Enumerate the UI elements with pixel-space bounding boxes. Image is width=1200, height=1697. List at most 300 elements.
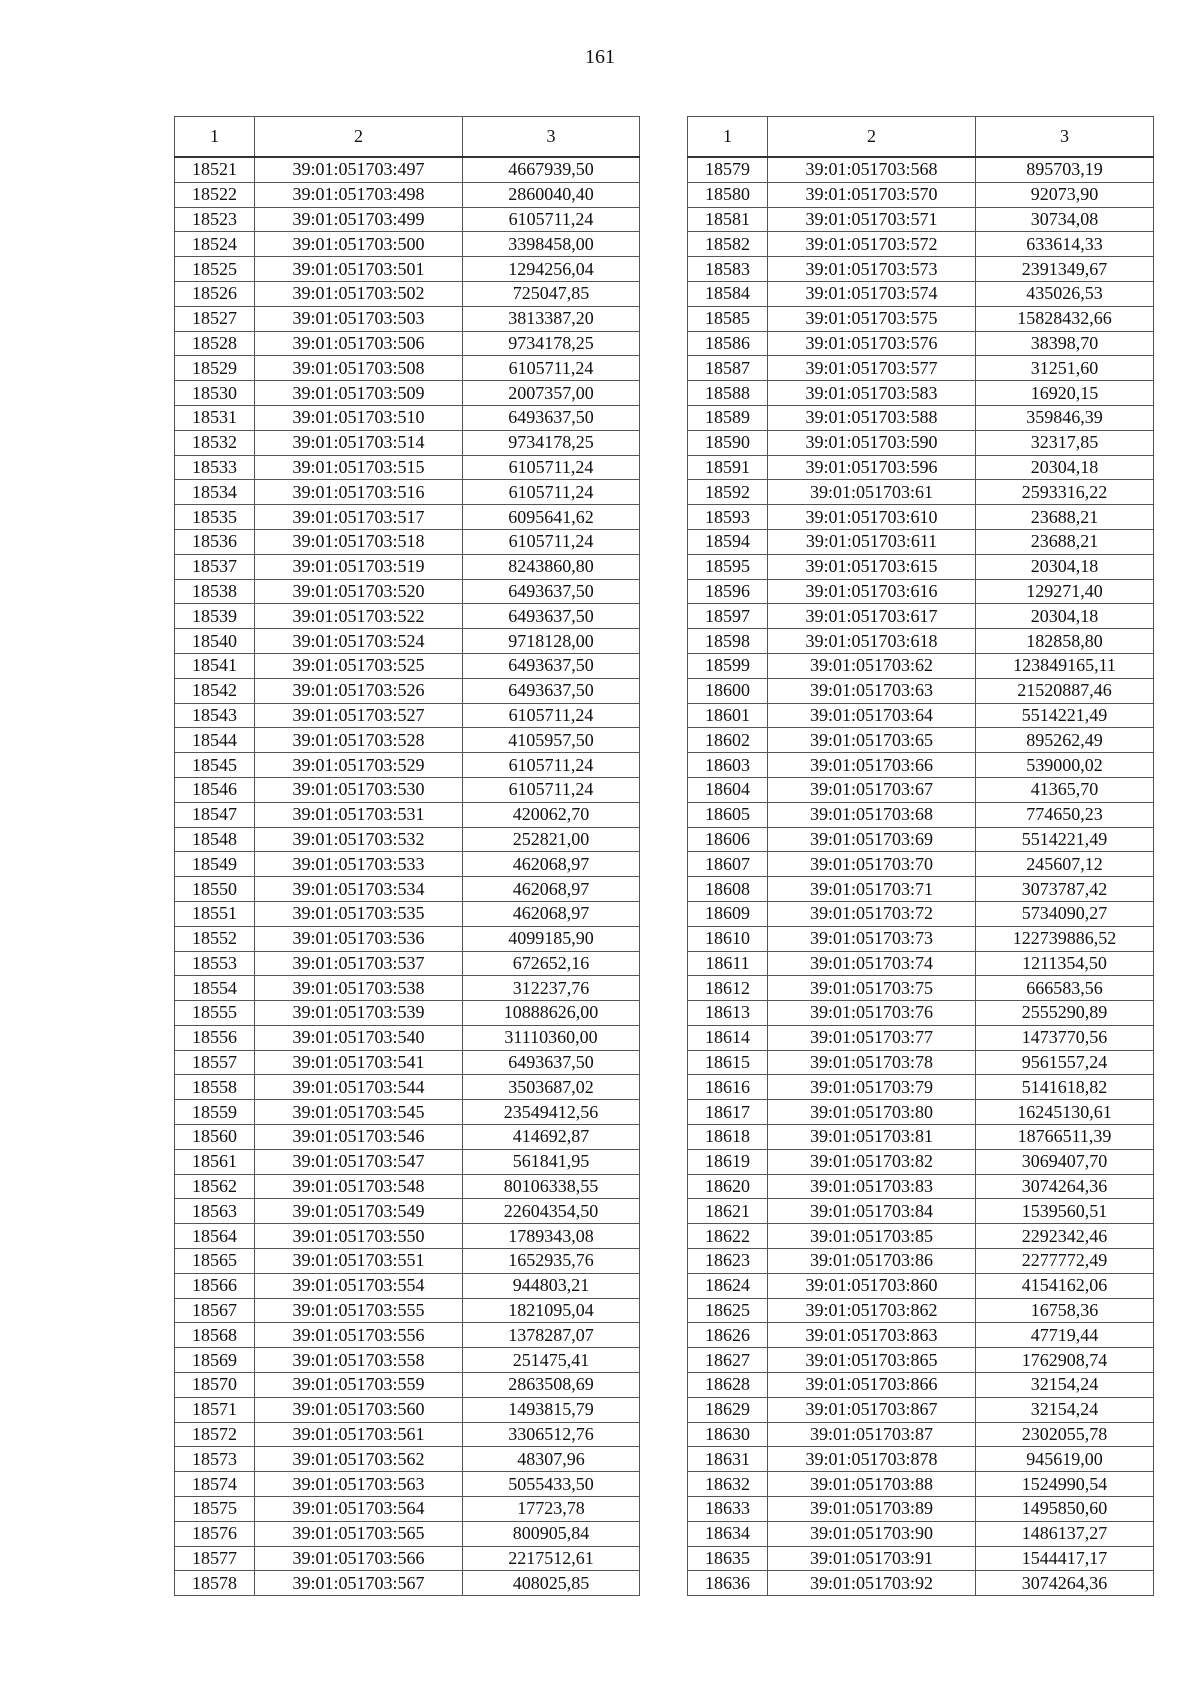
cell-cadastral-number: 39:01:051703:565 — [255, 1521, 463, 1546]
table-row — [688, 381, 1154, 406]
cell-number: 18611 — [688, 951, 768, 976]
cell-number: 18587 — [688, 356, 768, 381]
cell-number: 18524 — [175, 232, 255, 257]
cell-cadastral-number: 39:01:051703:570 — [768, 182, 976, 207]
column-header-number: 1 — [175, 117, 255, 158]
cell-number: 18546 — [175, 777, 255, 802]
cell-cadastral-number: 39:01:051703:84 — [768, 1199, 976, 1224]
cell-number: 18562 — [175, 1174, 255, 1199]
cell-number: 18577 — [175, 1546, 255, 1571]
table-row — [688, 529, 1154, 554]
cell-value: 420062,70 — [463, 802, 640, 827]
table-row — [688, 1273, 1154, 1298]
cell-value: 6105711,24 — [463, 207, 640, 232]
cell-number: 18560 — [175, 1125, 255, 1150]
cell-value: 47719,44 — [976, 1323, 1154, 1348]
table-row — [175, 157, 640, 182]
cell-value: 4099185,90 — [463, 926, 640, 951]
cell-value: 6105711,24 — [463, 480, 640, 505]
cell-cadastral-number: 39:01:051703:571 — [768, 207, 976, 232]
cell-cadastral-number: 39:01:051703:69 — [768, 827, 976, 852]
table-row — [175, 1497, 640, 1522]
cell-value: 80106338,55 — [463, 1174, 640, 1199]
cell-cadastral-number: 39:01:051703:530 — [255, 777, 463, 802]
cell-number: 18527 — [175, 306, 255, 331]
cell-cadastral-number: 39:01:051703:503 — [255, 306, 463, 331]
cell-value: 6105711,24 — [463, 753, 640, 778]
table-row — [688, 777, 1154, 802]
cell-number: 18594 — [688, 529, 768, 554]
cell-cadastral-number: 39:01:051703:548 — [255, 1174, 463, 1199]
cell-number: 18602 — [688, 728, 768, 753]
cell-cadastral-number: 39:01:051703:82 — [768, 1149, 976, 1174]
cell-cadastral-number: 39:01:051703:566 — [255, 1546, 463, 1571]
cell-cadastral-number: 39:01:051703:533 — [255, 852, 463, 877]
table-row — [175, 579, 640, 604]
cell-cadastral-number: 39:01:051703:525 — [255, 653, 463, 678]
cell-value: 1495850,60 — [976, 1497, 1154, 1522]
cell-number: 18545 — [175, 753, 255, 778]
cell-number: 18622 — [688, 1224, 768, 1249]
cell-number: 18607 — [688, 852, 768, 877]
cell-number: 18557 — [175, 1050, 255, 1075]
cell-value: 122739886,52 — [976, 926, 1154, 951]
cell-number: 18593 — [688, 505, 768, 530]
cell-number: 18599 — [688, 653, 768, 678]
cell-cadastral-number: 39:01:051703:76 — [768, 1001, 976, 1026]
cell-cadastral-number: 39:01:051703:85 — [768, 1224, 976, 1249]
cell-number: 18535 — [175, 505, 255, 530]
cell-cadastral-number: 39:01:051703:517 — [255, 505, 463, 530]
cell-value: 1789343,08 — [463, 1224, 640, 1249]
cell-number: 18542 — [175, 678, 255, 703]
cell-cadastral-number: 39:01:051703:540 — [255, 1025, 463, 1050]
cell-cadastral-number: 39:01:051703:596 — [768, 455, 976, 480]
cell-cadastral-number: 39:01:051703:499 — [255, 207, 463, 232]
table-row — [175, 1025, 640, 1050]
table-row — [175, 777, 640, 802]
cell-value: 2292342,46 — [976, 1224, 1154, 1249]
cell-number: 18540 — [175, 629, 255, 654]
cell-value: 48307,96 — [463, 1447, 640, 1472]
table-row — [175, 1571, 640, 1596]
table-row — [175, 356, 640, 381]
cell-value: 800905,84 — [463, 1521, 640, 1546]
cell-value: 6493637,50 — [463, 405, 640, 430]
cell-cadastral-number: 39:01:051703:590 — [768, 430, 976, 455]
table-row — [175, 703, 640, 728]
cell-cadastral-number: 39:01:051703:568 — [768, 157, 976, 182]
cell-value: 3073787,42 — [976, 877, 1154, 902]
cell-number: 18623 — [688, 1249, 768, 1274]
cell-number: 18532 — [175, 430, 255, 455]
cell-cadastral-number: 39:01:051703:618 — [768, 629, 976, 654]
table-header-row — [175, 117, 640, 158]
cell-value: 23688,21 — [976, 529, 1154, 554]
cell-cadastral-number: 39:01:051703:865 — [768, 1348, 976, 1373]
cell-value: 6105711,24 — [463, 777, 640, 802]
cell-value: 3813387,20 — [463, 306, 640, 331]
column-header-number: 1 — [688, 117, 768, 158]
table-row — [688, 1050, 1154, 1075]
table-row — [688, 1546, 1154, 1571]
table-row — [175, 951, 640, 976]
cell-cadastral-number: 39:01:051703:537 — [255, 951, 463, 976]
table-row — [175, 604, 640, 629]
table-row — [688, 604, 1154, 629]
cell-cadastral-number: 39:01:051703:554 — [255, 1273, 463, 1298]
cell-cadastral-number: 39:01:051703:536 — [255, 926, 463, 951]
cell-number: 18538 — [175, 579, 255, 604]
cell-cadastral-number: 39:01:051703:529 — [255, 753, 463, 778]
cell-value: 414692,87 — [463, 1125, 640, 1150]
cell-value: 6095641,62 — [463, 505, 640, 530]
cell-cadastral-number: 39:01:051703:555 — [255, 1298, 463, 1323]
cell-number: 18559 — [175, 1100, 255, 1125]
cell-cadastral-number: 39:01:051703:81 — [768, 1125, 976, 1150]
table-row — [688, 951, 1154, 976]
cell-number: 18585 — [688, 306, 768, 331]
cell-cadastral-number: 39:01:051703:528 — [255, 728, 463, 753]
cell-number: 18598 — [688, 629, 768, 654]
cell-cadastral-number: 39:01:051703:878 — [768, 1447, 976, 1472]
cell-cadastral-number: 39:01:051703:65 — [768, 728, 976, 753]
table-row — [688, 331, 1154, 356]
cell-number: 18635 — [688, 1546, 768, 1571]
table-row — [688, 926, 1154, 951]
cell-value: 3069407,70 — [976, 1149, 1154, 1174]
cell-number: 18539 — [175, 604, 255, 629]
cell-value: 6493637,50 — [463, 1050, 640, 1075]
cell-cadastral-number: 39:01:051703:516 — [255, 480, 463, 505]
cell-value: 32317,85 — [976, 430, 1154, 455]
cell-number: 18613 — [688, 1001, 768, 1026]
cell-cadastral-number: 39:01:051703:535 — [255, 901, 463, 926]
table-row — [688, 678, 1154, 703]
table-row — [175, 281, 640, 306]
cell-number: 18531 — [175, 405, 255, 430]
cell-cadastral-number: 39:01:051703:87 — [768, 1422, 976, 1447]
table-row — [175, 1472, 640, 1497]
cell-value: 6493637,50 — [463, 653, 640, 678]
cell-value: 5734090,27 — [976, 901, 1154, 926]
cell-value: 6493637,50 — [463, 678, 640, 703]
cell-value: 5514221,49 — [976, 827, 1154, 852]
cell-number: 18579 — [688, 157, 768, 182]
cell-cadastral-number: 39:01:051703:550 — [255, 1224, 463, 1249]
cell-value: 633614,33 — [976, 232, 1154, 257]
cell-value: 408025,85 — [463, 1571, 640, 1596]
cell-number: 18595 — [688, 554, 768, 579]
cell-cadastral-number: 39:01:051703:866 — [768, 1373, 976, 1398]
table-row — [175, 207, 640, 232]
cell-cadastral-number: 39:01:051703:500 — [255, 232, 463, 257]
table-row — [688, 405, 1154, 430]
table-row — [688, 1298, 1154, 1323]
cell-cadastral-number: 39:01:051703:88 — [768, 1472, 976, 1497]
cell-value: 9718128,00 — [463, 629, 640, 654]
cell-value: 17723,78 — [463, 1497, 640, 1522]
cell-number: 18586 — [688, 331, 768, 356]
cell-cadastral-number: 39:01:051703:526 — [255, 678, 463, 703]
cell-value: 32154,24 — [976, 1397, 1154, 1422]
cell-cadastral-number: 39:01:051703:522 — [255, 604, 463, 629]
table-row — [688, 480, 1154, 505]
cell-number: 18566 — [175, 1273, 255, 1298]
cell-number: 18600 — [688, 678, 768, 703]
cell-cadastral-number: 39:01:051703:80 — [768, 1100, 976, 1125]
left-table — [174, 116, 640, 1596]
table-row — [175, 182, 640, 207]
cell-value: 2217512,61 — [463, 1546, 640, 1571]
cell-value: 1652935,76 — [463, 1249, 640, 1274]
cell-cadastral-number: 39:01:051703:72 — [768, 901, 976, 926]
cell-cadastral-number: 39:01:051703:567 — [255, 1571, 463, 1596]
cell-value: 182858,80 — [976, 629, 1154, 654]
cell-value: 2007357,00 — [463, 381, 640, 406]
cell-number: 18627 — [688, 1348, 768, 1373]
table-row — [688, 728, 1154, 753]
cell-cadastral-number: 39:01:051703:862 — [768, 1298, 976, 1323]
cell-number: 18529 — [175, 356, 255, 381]
cell-number: 18629 — [688, 1397, 768, 1422]
cell-cadastral-number: 39:01:051703:66 — [768, 753, 976, 778]
cell-number: 18548 — [175, 827, 255, 852]
table-row — [688, 232, 1154, 257]
cell-cadastral-number: 39:01:051703:532 — [255, 827, 463, 852]
cell-number: 18580 — [688, 182, 768, 207]
cell-number: 18612 — [688, 976, 768, 1001]
table-row — [688, 306, 1154, 331]
cell-value: 359846,39 — [976, 405, 1154, 430]
cell-value: 3398458,00 — [463, 232, 640, 257]
table-row — [688, 1249, 1154, 1274]
table-row — [688, 579, 1154, 604]
table-row — [175, 257, 640, 282]
cell-number: 18522 — [175, 182, 255, 207]
table-header-row — [688, 117, 1154, 158]
cell-number: 18619 — [688, 1149, 768, 1174]
table-row — [175, 405, 640, 430]
cell-number: 18554 — [175, 976, 255, 1001]
table-row — [175, 480, 640, 505]
cell-cadastral-number: 39:01:051703:61 — [768, 480, 976, 505]
cell-number: 18550 — [175, 877, 255, 902]
cell-value: 20304,18 — [976, 604, 1154, 629]
cell-number: 18528 — [175, 331, 255, 356]
cell-value: 31251,60 — [976, 356, 1154, 381]
cell-value: 32154,24 — [976, 1373, 1154, 1398]
table-row — [688, 1397, 1154, 1422]
cell-value: 38398,70 — [976, 331, 1154, 356]
cell-number: 18544 — [175, 728, 255, 753]
table-row — [175, 1149, 640, 1174]
cell-cadastral-number: 39:01:051703:73 — [768, 926, 976, 951]
cell-value: 1378287,07 — [463, 1323, 640, 1348]
cell-value: 1473770,56 — [976, 1025, 1154, 1050]
table-row — [175, 728, 640, 753]
cell-number: 18576 — [175, 1521, 255, 1546]
table-row — [175, 802, 640, 827]
cell-value: 6493637,50 — [463, 579, 640, 604]
cell-value: 945619,00 — [976, 1447, 1154, 1472]
table-row — [688, 703, 1154, 728]
cell-number: 18558 — [175, 1075, 255, 1100]
table-row — [175, 877, 640, 902]
cell-cadastral-number: 39:01:051703:501 — [255, 257, 463, 282]
cell-cadastral-number: 39:01:051703:509 — [255, 381, 463, 406]
cell-number: 18547 — [175, 802, 255, 827]
table-row — [688, 1571, 1154, 1596]
table-row — [175, 1174, 640, 1199]
cell-number: 18563 — [175, 1199, 255, 1224]
cell-value: 895262,49 — [976, 728, 1154, 753]
table-row — [688, 157, 1154, 182]
cell-cadastral-number: 39:01:051703:78 — [768, 1050, 976, 1075]
table-row — [175, 1373, 640, 1398]
table-row — [175, 505, 640, 530]
table-row — [688, 554, 1154, 579]
cell-number: 18530 — [175, 381, 255, 406]
cell-cadastral-number: 39:01:051703:574 — [768, 281, 976, 306]
table-row — [688, 1373, 1154, 1398]
table-row — [688, 455, 1154, 480]
table-row — [175, 1249, 640, 1274]
cell-value: 129271,40 — [976, 579, 1154, 604]
table-row — [688, 207, 1154, 232]
cell-number: 18556 — [175, 1025, 255, 1050]
cell-number: 18615 — [688, 1050, 768, 1075]
cell-value: 6105711,24 — [463, 529, 640, 554]
cell-number: 18608 — [688, 877, 768, 902]
cell-value: 5514221,49 — [976, 703, 1154, 728]
cell-cadastral-number: 39:01:051703:524 — [255, 629, 463, 654]
cell-number: 18578 — [175, 1571, 255, 1596]
cell-number: 18596 — [688, 579, 768, 604]
cell-value: 1762908,74 — [976, 1348, 1154, 1373]
cell-number: 18534 — [175, 480, 255, 505]
cell-number: 18633 — [688, 1497, 768, 1522]
cell-value: 895703,19 — [976, 157, 1154, 182]
cell-value: 20304,18 — [976, 455, 1154, 480]
cell-value: 16920,15 — [976, 381, 1154, 406]
cell-cadastral-number: 39:01:051703:89 — [768, 1497, 976, 1522]
cell-cadastral-number: 39:01:051703:583 — [768, 381, 976, 406]
column-header-value: 3 — [463, 117, 640, 158]
cell-value: 30734,08 — [976, 207, 1154, 232]
cell-value: 1493815,79 — [463, 1397, 640, 1422]
table-row — [688, 802, 1154, 827]
table-row — [688, 1323, 1154, 1348]
cell-value: 561841,95 — [463, 1149, 640, 1174]
table-row — [688, 1025, 1154, 1050]
cell-value: 3074264,36 — [976, 1571, 1154, 1596]
table-row — [175, 827, 640, 852]
cell-value: 2302055,78 — [976, 1422, 1154, 1447]
cell-number: 18591 — [688, 455, 768, 480]
cell-number: 18582 — [688, 232, 768, 257]
cell-number: 18561 — [175, 1149, 255, 1174]
cell-number: 18616 — [688, 1075, 768, 1100]
cell-cadastral-number: 39:01:051703:549 — [255, 1199, 463, 1224]
cell-cadastral-number: 39:01:051703:70 — [768, 852, 976, 877]
cell-number: 18606 — [688, 827, 768, 852]
cell-number: 18609 — [688, 901, 768, 926]
cell-value: 2863508,69 — [463, 1373, 640, 1398]
cell-cadastral-number: 39:01:051703:588 — [768, 405, 976, 430]
table-row — [688, 1497, 1154, 1522]
cell-number: 18571 — [175, 1397, 255, 1422]
cell-number: 18625 — [688, 1298, 768, 1323]
right-table-body — [688, 157, 1154, 1596]
column-header-value: 3 — [976, 117, 1154, 158]
table-row — [688, 1100, 1154, 1125]
table-row — [175, 1447, 640, 1472]
cell-number: 18549 — [175, 852, 255, 877]
cell-number: 18552 — [175, 926, 255, 951]
cell-value: 20304,18 — [976, 554, 1154, 579]
cell-value: 6105711,24 — [463, 455, 640, 480]
cell-cadastral-number: 39:01:051703:63 — [768, 678, 976, 703]
cell-number: 18632 — [688, 1472, 768, 1497]
cell-number: 18574 — [175, 1472, 255, 1497]
table-row — [688, 1447, 1154, 1472]
table-row — [175, 1397, 640, 1422]
cell-cadastral-number: 39:01:051703:67 — [768, 777, 976, 802]
cell-value: 4667939,50 — [463, 157, 640, 182]
table-row — [175, 381, 640, 406]
cell-number: 18526 — [175, 281, 255, 306]
cell-cadastral-number: 39:01:051703:556 — [255, 1323, 463, 1348]
cell-cadastral-number: 39:01:051703:527 — [255, 703, 463, 728]
table-row — [688, 1174, 1154, 1199]
cell-value: 2860040,40 — [463, 182, 640, 207]
cell-cadastral-number: 39:01:051703:502 — [255, 281, 463, 306]
cell-value: 2277772,49 — [976, 1249, 1154, 1274]
cell-value: 2391349,67 — [976, 257, 1154, 282]
table-row — [688, 356, 1154, 381]
cell-value: 6493637,50 — [463, 604, 640, 629]
cell-cadastral-number: 39:01:051703:860 — [768, 1273, 976, 1298]
cell-cadastral-number: 39:01:051703:564 — [255, 1497, 463, 1522]
cell-value: 2555290,89 — [976, 1001, 1154, 1026]
table-row — [688, 629, 1154, 654]
cell-number: 18553 — [175, 951, 255, 976]
cell-cadastral-number: 39:01:051703:545 — [255, 1100, 463, 1125]
table-row — [175, 678, 640, 703]
cell-cadastral-number: 39:01:051703:71 — [768, 877, 976, 902]
cell-number: 18617 — [688, 1100, 768, 1125]
cell-value: 2593316,22 — [976, 480, 1154, 505]
cell-cadastral-number: 39:01:051703:538 — [255, 976, 463, 1001]
table-row — [688, 182, 1154, 207]
cell-cadastral-number: 39:01:051703:64 — [768, 703, 976, 728]
cell-value: 462068,97 — [463, 877, 640, 902]
table-row — [175, 306, 640, 331]
cell-cadastral-number: 39:01:051703:62 — [768, 653, 976, 678]
cell-value: 4105957,50 — [463, 728, 640, 753]
cell-number: 18581 — [688, 207, 768, 232]
cell-value: 41365,70 — [976, 777, 1154, 802]
cell-cadastral-number: 39:01:051703:544 — [255, 1075, 463, 1100]
table-row — [688, 653, 1154, 678]
cell-cadastral-number: 39:01:051703:615 — [768, 554, 976, 579]
cell-number: 18555 — [175, 1001, 255, 1026]
table-row — [688, 1521, 1154, 1546]
cell-cadastral-number: 39:01:051703:510 — [255, 405, 463, 430]
cell-number: 18525 — [175, 257, 255, 282]
cell-value: 9734178,25 — [463, 331, 640, 356]
